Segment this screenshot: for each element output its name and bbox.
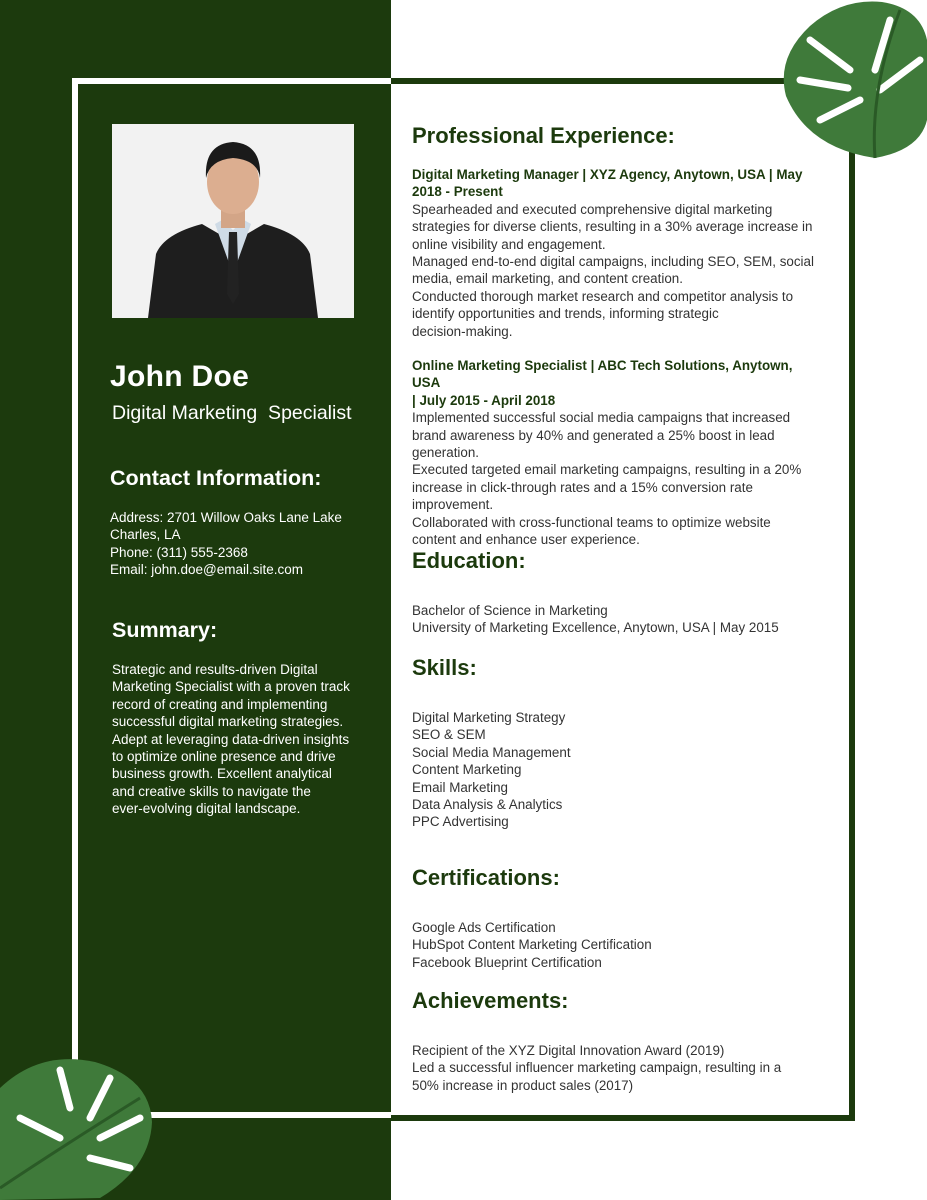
monstera-leaf-icon: [780, 0, 927, 160]
summary-line: and creative skills to navigate the: [112, 783, 311, 799]
achievement-line: Led a successful influencer marketing campaign, resulting in a: [412, 1060, 782, 1076]
summary-line: successful digital marketing strategies.: [112, 714, 344, 730]
summary-line: business growth. Excellent analytical: [112, 766, 332, 782]
job-detail-line: brand awareness by 40% and generated a 25% boost in lead: [412, 427, 775, 443]
skill-item: Email Marketing: [412, 779, 508, 795]
skills-list: [412, 709, 822, 831]
job-detail-line: Executed targeted email marketing campaigns, resulting in a 20%: [412, 462, 802, 478]
achievements-heading: Achievements:: [412, 988, 569, 1013]
job-detail-line: Managed end-to-end digital campaigns, including SEO, SEM, social: [412, 254, 814, 270]
skill-item: Data Analysis & Analytics: [412, 797, 563, 813]
job-title-line: Online Marketing Specialist | ABC Tech Solutions, Anytown, USA: [412, 358, 793, 391]
job-detail-line: online visibility and engagement.: [412, 236, 606, 252]
summary-line: to optimize online presence and drive: [112, 749, 336, 765]
achievements-list: [412, 1042, 822, 1094]
certifications-list: [412, 919, 822, 971]
education-line: University of Marketing Excellence, Anytown, USA | May 2015: [412, 620, 779, 636]
job-title-line: | July 2015 - April 2018: [412, 392, 556, 408]
job-detail-line: Implemented successful social media campaigns that increased: [412, 410, 791, 426]
job-detail-line: generation.: [412, 445, 480, 461]
certification-item: Facebook Blueprint Certification: [412, 954, 602, 970]
job-detail-line: Conducted thorough market research and competitor analysis to: [412, 288, 794, 304]
contact-info: [110, 509, 342, 579]
job-title-line: 2018 - Present: [412, 184, 503, 200]
email-text: Email: john.doe@email.site.com: [110, 562, 304, 578]
summary-line: Adept at leveraging data-driven insights: [112, 731, 350, 747]
certifications-heading: Certifications:: [412, 865, 560, 890]
skill-item: PPC Advertising: [412, 814, 509, 830]
monstera-leaf-icon: [0, 1058, 160, 1200]
education-line: Bachelor of Science in Marketing: [412, 603, 608, 618]
summary-text: [112, 661, 350, 818]
job-entry: [412, 357, 822, 548]
summary-line: Marketing Specialist with a proven track: [112, 679, 350, 695]
summary-line: record of creating and implementing: [112, 696, 328, 712]
person-name: John Doe: [110, 360, 250, 393]
skill-item: Social Media Management: [412, 744, 571, 760]
education-heading: Education:: [412, 548, 526, 573]
job-detail-line: media, email marketing, and content creation.: [412, 271, 683, 287]
job-detail-line: Collaborated with cross-functional teams to optimize website: [412, 514, 771, 530]
education-text: [412, 602, 822, 637]
job-detail-line: increase in click-through rates and a 15% conversion rate: [412, 479, 753, 495]
job-detail-line: improvement.: [412, 497, 494, 513]
achievement-line: Recipient of the XYZ Digital Innovation Award (2019): [412, 1043, 725, 1058]
job-title-line: Digital Marketing Manager | XYZ Agency, Anytown, USA | May: [412, 167, 803, 182]
skill-item: SEO & SEM: [412, 727, 486, 743]
experience-heading: Professional Experience:: [412, 123, 675, 148]
summary-line: Strategic and results-driven Digital: [112, 662, 318, 677]
phone-text: Phone: (311) 555-2368: [110, 544, 248, 560]
contact-heading: Contact Information:: [110, 466, 322, 490]
address-line: Address: 2701 Willow Oaks Lane Lake: [110, 510, 342, 525]
profile-photo: [112, 124, 354, 318]
certification-item: HubSpot Content Marketing Certification: [412, 937, 652, 953]
address-line: Charles, LA: [110, 527, 181, 543]
skills-heading: Skills:: [412, 655, 477, 680]
certification-item: Google Ads Certification: [412, 920, 556, 935]
job-title: Digital Marketing Specialist: [112, 402, 352, 424]
job-detail-line: identify opportunities and trends, informing strategic: [412, 306, 719, 322]
job-detail-line: decision-making.: [412, 323, 513, 339]
skill-item: Digital Marketing Strategy: [412, 710, 566, 725]
skill-item: Content Marketing: [412, 762, 522, 778]
summary-line: ever-evolving digital landscape.: [112, 801, 301, 817]
achievement-line: 50% increase in product sales (2017): [412, 1077, 634, 1093]
job-detail-line: strategies for diverse clients, resulting in a 30% average increase in: [412, 219, 813, 235]
job-detail-line: Spearheaded and executed comprehensive digital marketing: [412, 201, 773, 217]
job-entry: [412, 166, 822, 340]
summary-heading: Summary:: [112, 618, 218, 642]
job-detail-line: content and enhance user experience.: [412, 532, 640, 548]
